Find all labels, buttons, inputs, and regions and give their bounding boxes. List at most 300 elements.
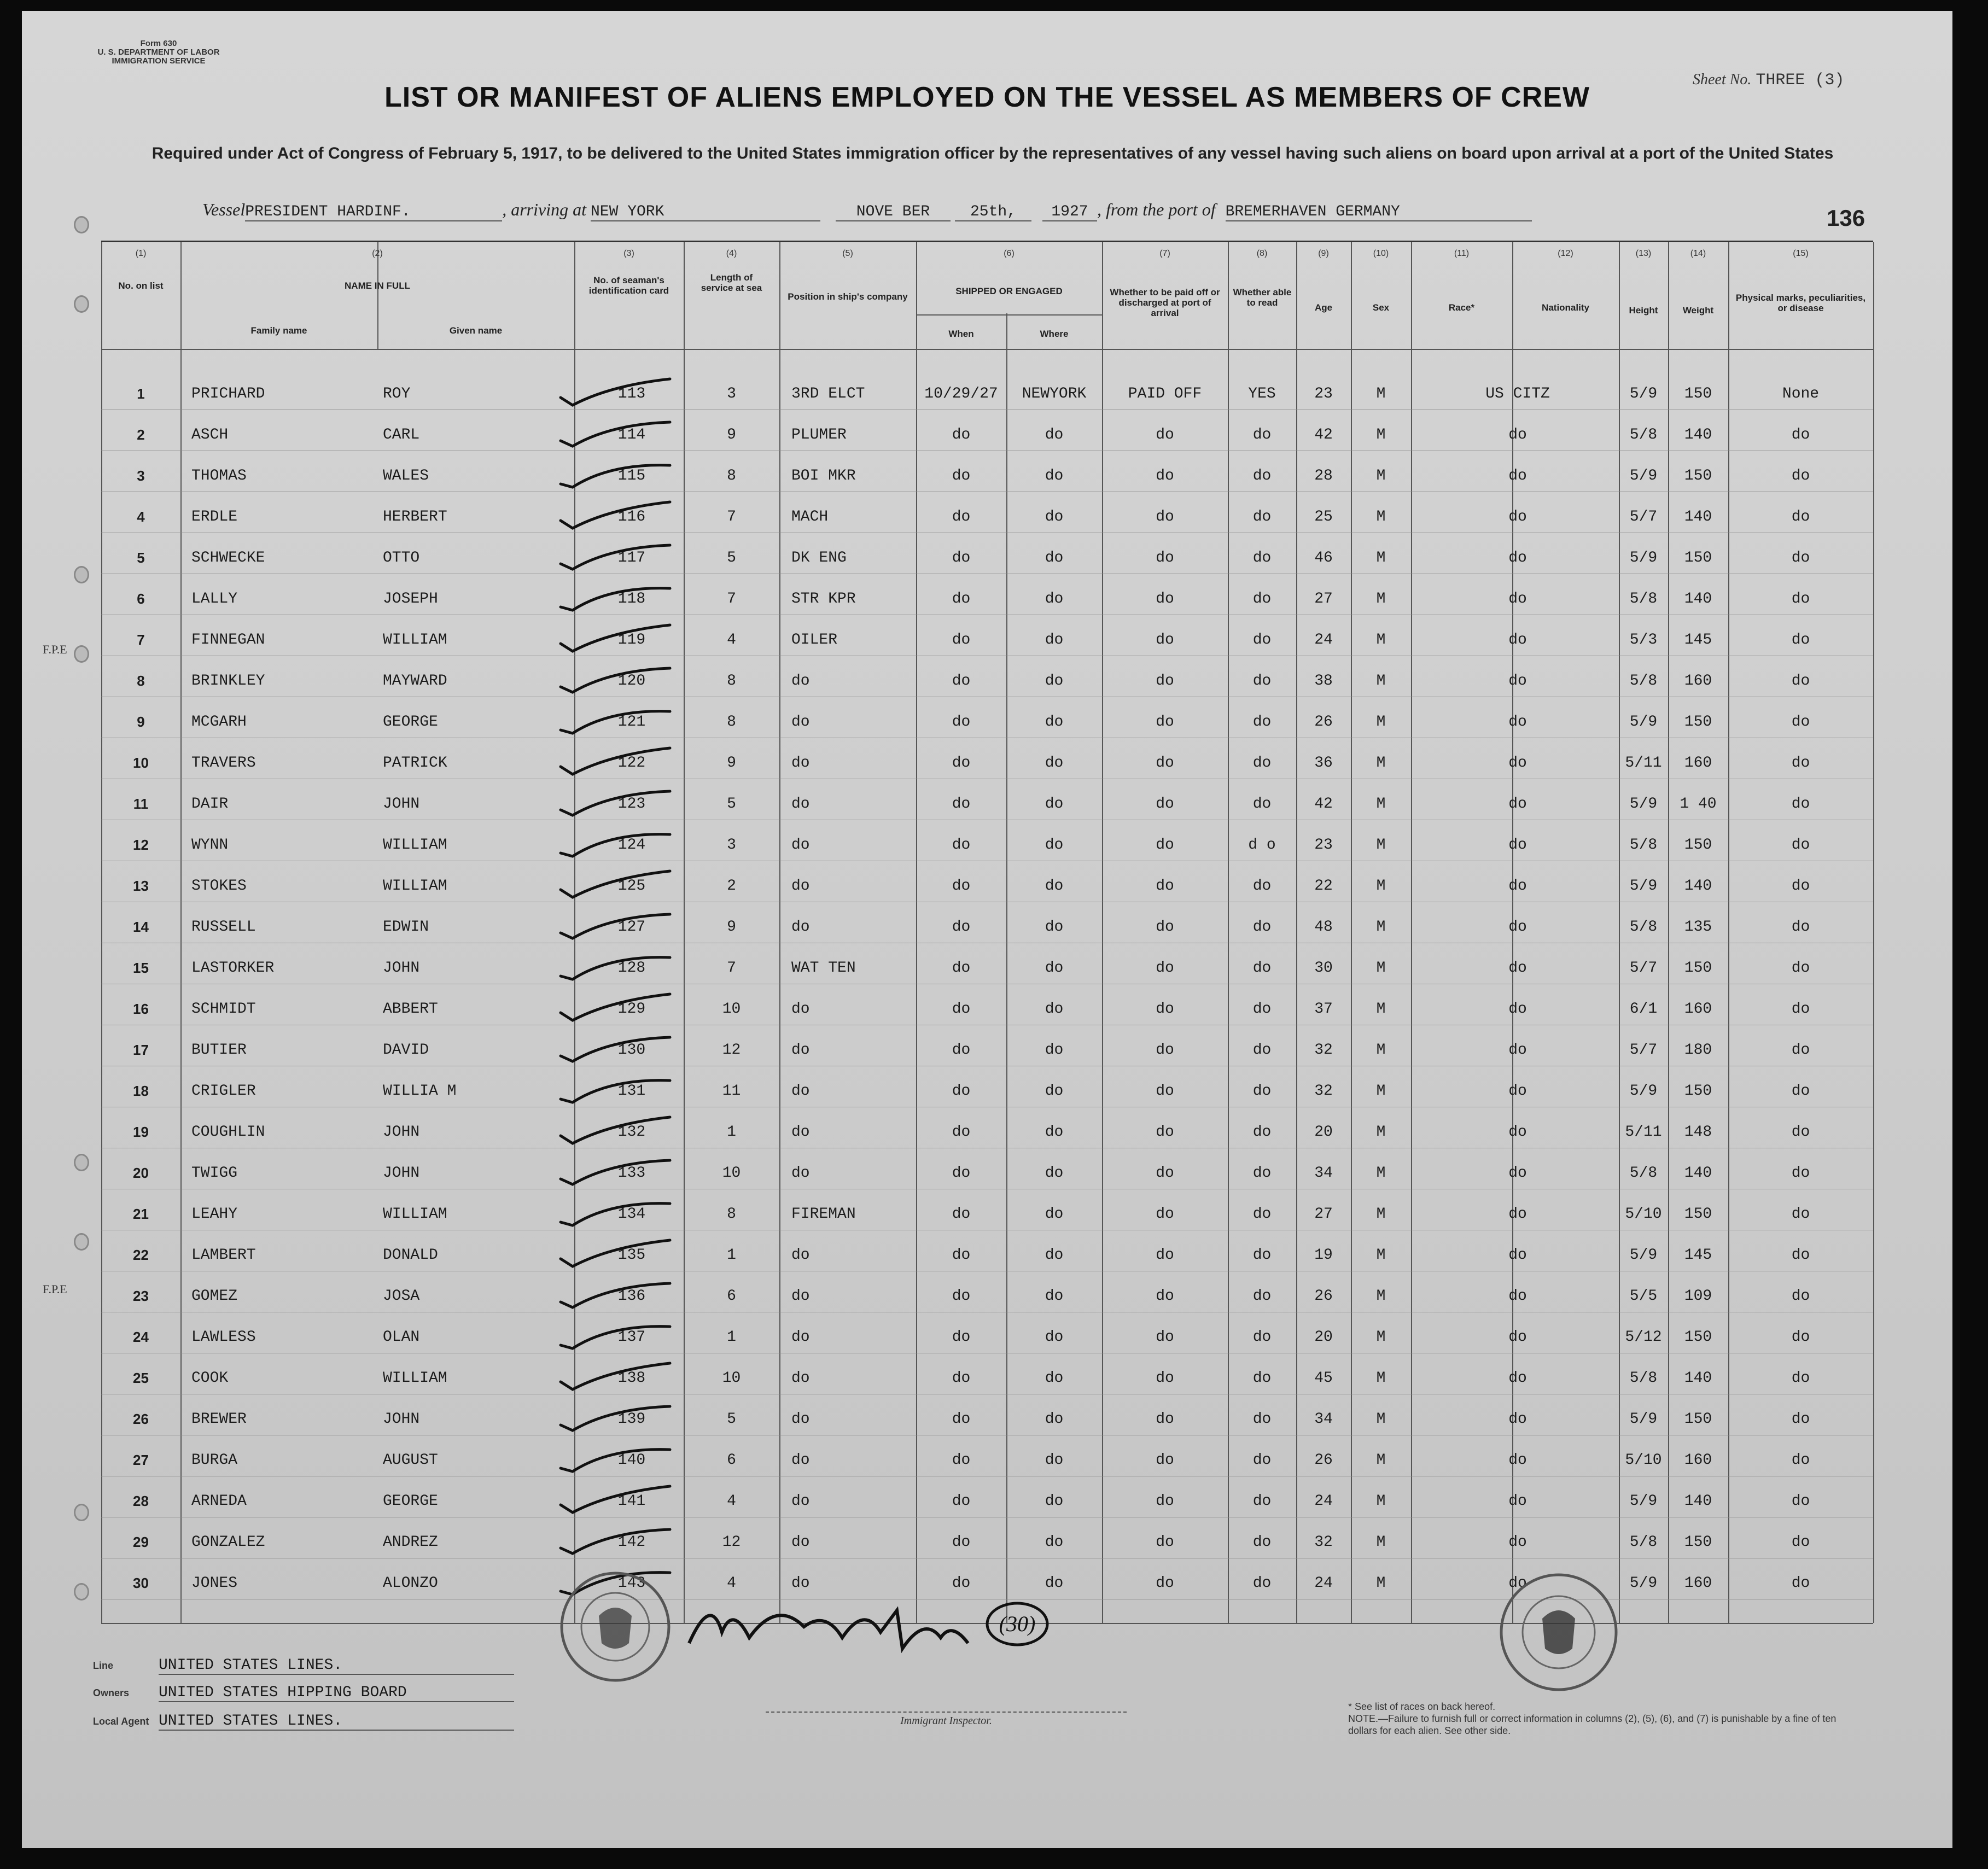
table-row (101, 579, 1873, 619)
age: 30 (1314, 960, 1333, 977)
height: 5/8 (1629, 837, 1658, 854)
position: do (791, 919, 810, 936)
table-row (101, 620, 1873, 660)
paid-off: do (1156, 1001, 1174, 1018)
check-mark-icon (550, 1236, 681, 1274)
shipped-where: do (1045, 468, 1064, 484)
able-to-read: do (1252, 1329, 1272, 1346)
table-row (101, 373, 1873, 414)
row-number: 17 (133, 1042, 149, 1058)
row-number: 21 (133, 1206, 149, 1222)
physical-marks: do (1791, 1411, 1810, 1428)
column-number: (14) (1690, 249, 1706, 258)
height: 5/5 (1629, 1288, 1658, 1305)
department-name: U. S. DEPARTMENT OF LABOR (97, 48, 220, 57)
sex: M (1376, 386, 1386, 402)
physical-marks: do (1791, 1001, 1810, 1018)
physical-marks: do (1791, 1575, 1810, 1592)
physical-marks: do (1791, 1206, 1810, 1223)
able-to-read: do (1252, 1288, 1272, 1305)
height: 5/8 (1629, 919, 1658, 936)
paid-off: do (1156, 1247, 1174, 1264)
height: 5/3 (1629, 632, 1658, 649)
physical-marks: do (1791, 632, 1810, 649)
line-value: UNITED STATES LINES. (159, 1657, 514, 1675)
column-number: (11) (1454, 249, 1470, 258)
weight: 150 (1684, 550, 1712, 566)
service-years: 8 (727, 1206, 736, 1223)
shipped-where: do (1045, 509, 1064, 525)
height: 5/8 (1629, 1165, 1658, 1182)
family-name: CRIGLER (191, 1083, 256, 1100)
paid-off: do (1156, 960, 1174, 977)
physical-marks: None (1782, 386, 1820, 402)
age: 46 (1314, 550, 1333, 566)
sex: M (1376, 1452, 1386, 1469)
position: do (791, 1534, 810, 1551)
shipped-when: do (952, 1452, 971, 1469)
given-name: WILLIAM (383, 1206, 447, 1223)
shipped-when: do (952, 837, 971, 854)
sex: M (1376, 1411, 1386, 1428)
signature-area (547, 1561, 1258, 1692)
weight: 140 (1684, 427, 1712, 443)
family-name: ERDLE (191, 509, 238, 525)
family-name: BURGA (191, 1452, 238, 1469)
sex: M (1376, 550, 1386, 566)
sex: M (1376, 1001, 1386, 1018)
paid-off: do (1156, 796, 1174, 813)
race: do (1508, 1124, 1527, 1141)
shipped-where: do (1045, 1452, 1064, 1469)
age: 23 (1314, 386, 1333, 402)
position: do (791, 714, 810, 731)
race: do (1508, 1001, 1527, 1018)
age: 42 (1314, 427, 1333, 443)
paid-off: do (1156, 1165, 1174, 1182)
vessel-line (202, 200, 1532, 221)
check-mark-icon (550, 1277, 681, 1315)
id-card-number: 137 (617, 1329, 646, 1346)
race: do (1508, 427, 1527, 443)
height: 5/10 (1625, 1206, 1662, 1223)
shipped-where: do (1045, 1206, 1064, 1223)
header-nationality: Nationality (1542, 302, 1589, 313)
able-to-read: do (1252, 509, 1272, 525)
able-to-read: do (1252, 1206, 1272, 1223)
shipped-when: do (952, 591, 971, 608)
row-number: 8 (137, 673, 145, 689)
physical-marks: do (1791, 550, 1810, 566)
footer-notes (1348, 1701, 1851, 1737)
race: do (1508, 1247, 1527, 1264)
service-years: 5 (727, 550, 736, 566)
family-name: GOMEZ (191, 1288, 238, 1305)
race: do (1508, 714, 1527, 731)
shipped-where: do (1045, 591, 1064, 608)
age: 19 (1314, 1247, 1333, 1264)
id-card-number: 130 (617, 1042, 646, 1059)
shipped-where: do (1045, 1329, 1064, 1346)
check-mark-icon (550, 744, 681, 782)
able-to-read: do (1252, 1124, 1272, 1141)
sex: M (1376, 1247, 1386, 1264)
physical-marks: do (1791, 919, 1810, 936)
agent-label: Local Agent (93, 1716, 149, 1727)
sheet-value: THREE (3) (1756, 71, 1845, 90)
paid-off: do (1156, 509, 1174, 525)
sex: M (1376, 591, 1386, 608)
given-name: DONALD (383, 1247, 438, 1264)
shipped-where: do (1045, 673, 1064, 690)
from-label: , from the port of (1097, 200, 1216, 219)
able-to-read: do (1252, 550, 1272, 566)
check-mark-icon (550, 621, 681, 659)
line-label: Line (93, 1660, 114, 1671)
physical-marks: do (1791, 427, 1810, 443)
weight: 135 (1684, 919, 1712, 936)
shipped-when: do (952, 427, 971, 443)
sex: M (1376, 1124, 1386, 1141)
service-years: 8 (727, 714, 736, 731)
physical-marks: do (1791, 673, 1810, 690)
given-name: WALES (383, 468, 429, 484)
margin-note: F.P.E (43, 643, 67, 656)
row-number: 2 (137, 427, 145, 443)
paid-off: do (1156, 591, 1174, 608)
column-number: (4) (726, 249, 737, 258)
shipped-when: do (952, 1370, 971, 1387)
height: 5/9 (1629, 1247, 1658, 1264)
race: do (1508, 1575, 1527, 1592)
table-row (101, 989, 1873, 1029)
able-to-read: do (1252, 1165, 1272, 1182)
height: 5/8 (1629, 1534, 1658, 1551)
age: 26 (1314, 714, 1333, 731)
position: MACH (791, 509, 829, 525)
check-mark-icon (550, 1195, 681, 1233)
table-row (101, 1440, 1873, 1480)
family-name: RUSSELL (191, 919, 256, 936)
arriving-label: , arriving at (502, 200, 586, 219)
physical-marks: do (1791, 796, 1810, 813)
header-id-card: No. of seaman's identification card (588, 275, 669, 296)
header-where: Where (1040, 329, 1069, 339)
physical-marks: do (1791, 591, 1810, 608)
id-card-number: 141 (617, 1493, 646, 1510)
document-title: LIST OR MANIFEST OF ALIENS EMPLOYED ON THE VESSEL AS MEMBERS OF CREW (384, 81, 1590, 113)
arrival-year: 1927 (1042, 203, 1097, 221)
height: 5/9 (1629, 1411, 1658, 1428)
age: 34 (1314, 1411, 1333, 1428)
given-name: OTTO (383, 550, 420, 566)
able-to-read: do (1252, 960, 1272, 977)
service-name: IMMIGRATION SERVICE (112, 56, 206, 66)
row-number: 11 (133, 796, 149, 812)
header-physical-marks: Physical marks, peculiarities, or disease (1735, 293, 1866, 313)
shipped-where: do (1045, 1288, 1064, 1305)
sex: M (1376, 1370, 1386, 1387)
given-name: DAVID (383, 1042, 429, 1059)
check-mark-icon (550, 498, 681, 536)
shipped-where: do (1045, 919, 1064, 936)
service-years: 12 (722, 1042, 741, 1059)
check-mark-icon (550, 1031, 681, 1069)
id-card-number: 117 (617, 550, 646, 566)
given-name: WILLIA M (383, 1083, 457, 1100)
shipped-when: do (952, 1247, 971, 1264)
physical-marks: do (1791, 1370, 1810, 1387)
weight: 140 (1684, 1493, 1712, 1510)
age: 32 (1314, 1083, 1333, 1100)
given-name: WILLIAM (383, 632, 447, 649)
shipped-where: do (1045, 1575, 1064, 1592)
position: DK ENG (791, 550, 847, 566)
check-mark-icon (550, 1400, 681, 1438)
table-row (101, 1276, 1873, 1316)
weight: 160 (1684, 1452, 1712, 1469)
id-card-number: 123 (617, 796, 646, 813)
weight: 150 (1684, 468, 1712, 484)
header-sex: Sex (1372, 302, 1390, 313)
weight: 148 (1684, 1124, 1712, 1141)
age: 24 (1314, 1575, 1333, 1592)
family-name: SCHWECKE (191, 550, 265, 566)
service-years: 2 (727, 878, 736, 895)
given-name: JOHN (383, 796, 420, 813)
id-card-number: 136 (617, 1288, 646, 1305)
row-number: 24 (133, 1329, 149, 1345)
service-years: 6 (727, 1288, 736, 1305)
sex: M (1376, 919, 1386, 936)
check-mark-icon (550, 1359, 681, 1397)
weight: 140 (1684, 509, 1712, 525)
service-years: 10 (722, 1001, 741, 1018)
check-mark-icon (550, 785, 681, 823)
given-name: GEORGE (383, 1493, 438, 1510)
service-years: 9 (727, 919, 736, 936)
service-years: 10 (722, 1165, 741, 1182)
table-row (101, 1399, 1873, 1439)
table-row (101, 1194, 1873, 1234)
weight: 109 (1684, 1288, 1712, 1305)
column-number: (2) (372, 249, 383, 258)
id-card-number: 129 (617, 1001, 646, 1018)
paid-off: do (1156, 1411, 1174, 1428)
column-number: (15) (1793, 249, 1809, 258)
header-height: Height (1629, 305, 1658, 316)
table-row (101, 455, 1873, 496)
shipped-when: do (952, 878, 971, 895)
service-years: 10 (722, 1370, 741, 1387)
family-name: LEAHY (191, 1206, 238, 1223)
id-card-number: 134 (617, 1206, 646, 1223)
position: OILER (791, 632, 838, 649)
height: 5/11 (1625, 755, 1662, 772)
row-number: 3 (137, 468, 145, 484)
service-years: 1 (727, 1329, 736, 1346)
row-number: 7 (137, 632, 145, 648)
height: 5/9 (1629, 386, 1658, 402)
weight: 145 (1684, 632, 1712, 649)
row-number: 19 (133, 1124, 149, 1140)
shipped-when: do (952, 1042, 971, 1059)
physical-marks: do (1791, 1165, 1810, 1182)
table-row (101, 825, 1873, 865)
weight: 140 (1684, 878, 1712, 895)
row-number: 5 (137, 550, 145, 566)
check-mark-icon (550, 949, 681, 987)
service-years: 12 (722, 1534, 741, 1551)
shipped-when: do (952, 1206, 971, 1223)
age: 36 (1314, 755, 1333, 772)
height: 5/10 (1625, 1452, 1662, 1469)
age: 42 (1314, 796, 1333, 813)
family-name: FINNEGAN (191, 632, 265, 649)
column-number: (1) (135, 249, 147, 258)
family-name: TWIGG (191, 1165, 238, 1182)
sex: M (1376, 796, 1386, 813)
weight: 150 (1684, 1206, 1712, 1223)
position: STR KPR (791, 591, 856, 608)
check-mark-icon (550, 416, 681, 454)
header-race: Race* (1448, 302, 1475, 313)
able-to-read: do (1252, 1493, 1272, 1510)
height: 5/7 (1629, 1042, 1658, 1059)
race: do (1508, 1288, 1527, 1305)
shipped-when: do (952, 1329, 971, 1346)
physical-marks: do (1791, 1493, 1810, 1510)
sex: M (1376, 755, 1386, 772)
physical-marks: do (1791, 509, 1810, 525)
position: BOI MKR (791, 468, 856, 484)
table-row (101, 1317, 1873, 1357)
race: do (1508, 632, 1527, 649)
table-row (101, 907, 1873, 947)
given-name: EDWIN (383, 919, 429, 936)
height: 5/8 (1629, 1370, 1658, 1387)
able-to-read: do (1252, 1534, 1272, 1551)
paid-off: do (1156, 1534, 1174, 1551)
shipped-when: do (952, 1288, 971, 1305)
family-name: LALLY (191, 591, 238, 608)
position: do (791, 1575, 810, 1592)
sex: M (1376, 1329, 1386, 1346)
height: 5/7 (1629, 960, 1658, 977)
able-to-read: do (1252, 427, 1272, 443)
family-name: COUGHLIN (191, 1124, 265, 1141)
table-row (101, 1235, 1873, 1275)
given-name: HERBERT (383, 509, 447, 525)
id-card-number: 139 (617, 1411, 646, 1428)
column-number: (3) (623, 249, 634, 258)
shipped-when: do (952, 1001, 971, 1018)
able-to-read: do (1252, 755, 1272, 772)
physical-marks: do (1791, 960, 1810, 977)
paid-off: do (1156, 632, 1174, 649)
sex: M (1376, 468, 1386, 484)
table-row (101, 661, 1873, 701)
owners-label: Owners (93, 1687, 130, 1698)
service-years: 1 (727, 1124, 736, 1141)
shipped-where: NEWYORK (1022, 386, 1087, 402)
position: do (791, 878, 810, 895)
weight: 140 (1684, 1165, 1712, 1182)
height: 5/9 (1629, 714, 1658, 731)
given-name: GEORGE (383, 714, 438, 731)
family-name: BRINKLEY (191, 673, 265, 690)
paid-off: do (1156, 919, 1174, 936)
weight: 140 (1684, 591, 1712, 608)
position: do (791, 1042, 810, 1059)
age: 38 (1314, 673, 1333, 690)
binding-hole (74, 1583, 89, 1601)
header-shipped-engaged: SHIPPED OR ENGAGED (955, 286, 1063, 296)
row-number: 16 (133, 1001, 149, 1017)
shipped-when: do (952, 1083, 971, 1100)
race: do (1508, 468, 1527, 484)
physical-marks: do (1791, 1288, 1810, 1305)
paid-off: do (1156, 673, 1174, 690)
sheet-label: Sheet No. (1693, 71, 1752, 88)
height: 5/9 (1629, 1083, 1658, 1100)
row-number: 9 (137, 714, 145, 730)
shipped-when: 10/29/27 (924, 386, 998, 402)
check-mark-icon (550, 457, 681, 495)
table-row (101, 1071, 1873, 1111)
column-number: (10) (1373, 249, 1389, 258)
table-row (101, 743, 1873, 783)
header-name-in-full: NAME IN FULL (345, 281, 410, 291)
height: 5/8 (1629, 427, 1658, 443)
physical-marks: do (1791, 837, 1810, 854)
paid-off: do (1156, 1042, 1174, 1059)
header-when: When (948, 329, 974, 339)
able-to-read: do (1252, 714, 1272, 731)
weight: 150 (1684, 960, 1712, 977)
shipped-when: do (952, 1493, 971, 1510)
able-to-read: YES (1248, 386, 1276, 402)
service-years: 4 (727, 632, 736, 649)
height: 5/9 (1629, 1493, 1658, 1510)
able-to-read: do (1252, 796, 1272, 813)
family-name: BREWER (191, 1411, 247, 1428)
departure-port: BREMERHAVEN GERMANY (1226, 203, 1532, 221)
able-to-read: do (1252, 1411, 1272, 1428)
age: 24 (1314, 1493, 1333, 1510)
race: US CITZ (1485, 386, 1550, 402)
id-card-number: 128 (617, 960, 646, 977)
physical-marks: do (1791, 1247, 1810, 1264)
paid-off: do (1156, 1206, 1174, 1223)
sex: M (1376, 1493, 1386, 1510)
weight: 140 (1684, 1370, 1712, 1387)
position: do (791, 1288, 810, 1305)
row-number: 18 (133, 1083, 149, 1099)
height: 5/9 (1629, 796, 1658, 813)
weight: 160 (1684, 673, 1712, 690)
header-length-of-service: Length of service at sea (701, 272, 762, 293)
binding-hole (74, 1504, 89, 1521)
family-name: COOK (191, 1370, 229, 1387)
weight: 150 (1684, 714, 1712, 731)
age: 23 (1314, 837, 1333, 854)
binding-hole (74, 645, 89, 663)
binding-hole (74, 216, 89, 233)
shipped-when: do (952, 673, 971, 690)
table-row (101, 497, 1873, 537)
race: do (1508, 878, 1527, 895)
